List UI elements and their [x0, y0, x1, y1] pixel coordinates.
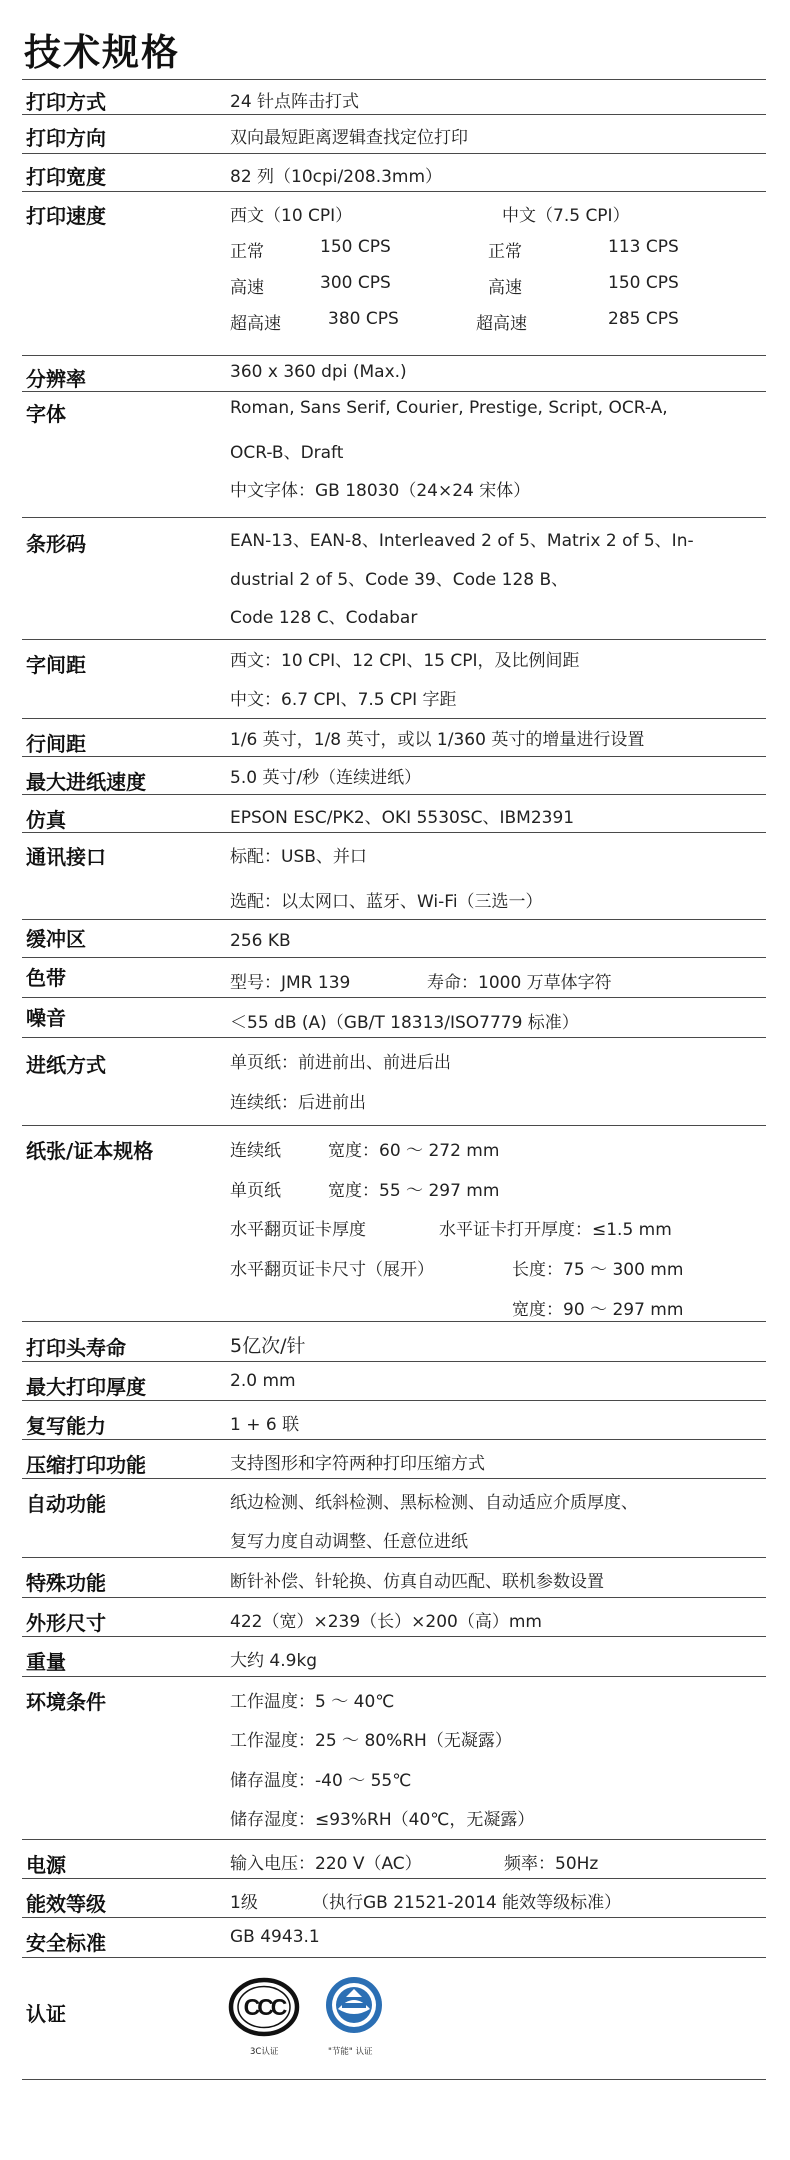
spec-label: 环境条件	[26, 1690, 106, 1714]
spec-value-line: 纸边检测、纸斜检测、黑标检测、自动适应介质厚度、	[230, 1493, 638, 1513]
spec-label: 认证	[26, 2002, 66, 2026]
spec-value-line: 连续纸：后进前出	[230, 1093, 366, 1113]
spec-row-dimensions	[22, 1598, 766, 1637]
spec-label: 字体	[26, 402, 66, 426]
speed-mode-chinese: 正常	[488, 242, 522, 262]
spec-label: 仿真	[26, 808, 66, 832]
spec-label: 自动功能	[26, 1492, 106, 1516]
spec-value-line: 中文：6.7 CPI、7.5 CPI 字距	[230, 690, 457, 710]
spec-value-line: 西文：10 CPI、12 CPI、15 CPI，及比例间距	[230, 651, 580, 671]
spec-row-weight	[22, 1637, 766, 1677]
page-title: 技术规格	[24, 31, 180, 74]
spec-row-resolution	[22, 356, 766, 392]
spec-row-print-speed	[22, 192, 766, 356]
spec-value: GB 4943.1	[230, 1927, 320, 1947]
spec-row-emulation	[22, 795, 766, 833]
spec-value-line: 复写力度自动调整、任意位进纸	[230, 1532, 468, 1552]
spec-label: 色带	[26, 966, 66, 990]
spec-row-print-width	[22, 154, 766, 192]
spec-value-line: EAN-13、EAN-8、Interleaved 2 of 5、Matrix 2 of 5、In-	[230, 531, 694, 551]
speed-value-chinese: 150 CPS	[608, 273, 679, 293]
spec-row-special	[22, 1558, 766, 1598]
continuous-paper-width: 宽度：60 ～ 272 mm	[328, 1141, 500, 1161]
spec-value: 大约 4.9kg	[230, 1651, 318, 1671]
spec-row-buffer	[22, 920, 766, 958]
spec-label: 缓冲区	[26, 927, 86, 951]
speed-mode-western: 高速	[230, 278, 264, 298]
spec-row-paper-spec	[22, 1126, 766, 1322]
spec-row-noise	[22, 998, 766, 1038]
passbook-open-thickness: 水平证卡打开厚度：≤1.5 mm	[439, 1220, 672, 1240]
spec-value-line: 工作湿度：25 ～ 80%RH（无凝露）	[230, 1731, 512, 1751]
spec-row-char-spacing	[22, 640, 766, 719]
energy-standard: （执行GB 21521-2014 能效等级标准）	[312, 1893, 622, 1913]
spec-row-fonts	[22, 392, 766, 518]
spec-label: 进纸方式	[26, 1053, 106, 1077]
spec-value-line: 单页纸：前进前出、前进后出	[230, 1053, 451, 1073]
power-frequency: 频率：50Hz	[504, 1854, 599, 1874]
spec-label: 打印方向	[26, 126, 106, 150]
speed-mode-chinese: 超高速	[476, 314, 527, 334]
spec-label: 能效等级	[26, 1892, 106, 1916]
spec-label: 最大打印厚度	[26, 1375, 146, 1399]
energy-saving-logo-icon	[324, 1973, 384, 2037]
energy-saving-caption: "节能" 认证	[328, 2047, 373, 2057]
spec-label: 电源	[26, 1853, 66, 1877]
speed-mode-western: 正常	[230, 242, 264, 262]
spec-row-ribbon	[22, 958, 766, 998]
ribbon-life: 寿命：1000 万草体字符	[427, 973, 612, 993]
single-paper-width: 宽度：55 ～ 297 mm	[328, 1181, 500, 1201]
spec-value-line: 标配：USB、并口	[230, 847, 367, 867]
spec-label: 通讯接口	[26, 845, 106, 869]
ribbon-model: 型号：JMR 139	[230, 973, 351, 993]
spec-row-line-spacing	[22, 719, 766, 757]
spec-label: 压缩打印功能	[26, 1453, 146, 1477]
spec-value: 断针补偿、针轮换、仿真自动匹配、联机参数设置	[230, 1572, 604, 1592]
spec-value-line: 储存温度：-40 ～ 55℃	[230, 1771, 412, 1791]
spec-value: 256 KB	[230, 931, 291, 951]
spec-label: 打印速度	[26, 204, 106, 228]
spec-value: EPSON ESC/PK2、OKI 5530SC、IBM2391	[230, 808, 575, 828]
spec-value-line: Roman, Sans Serif, Courier, Prestige, Script, OCR-A,	[230, 398, 668, 418]
spec-row-certification	[22, 1958, 766, 2080]
spec-label: 行间距	[26, 732, 86, 756]
spec-value: 1/6 英寸，1/8 英寸，或以 1/360 英寸的增量进行设置	[230, 730, 645, 750]
spec-label: 字间距	[26, 653, 86, 677]
speed-value-western: 300 CPS	[320, 273, 391, 293]
spec-row-head-life	[22, 1322, 766, 1362]
spec-label: 最大进纸速度	[26, 770, 146, 794]
western-speed-header: 西文（10 CPI）	[230, 206, 353, 226]
speed-mode-chinese: 高速	[488, 278, 522, 298]
spec-value: 82 列（10cpi/208.3mm）	[230, 167, 443, 187]
ccc-logo-icon	[228, 1977, 300, 2037]
spec-label: 打印方式	[26, 90, 106, 114]
chinese-speed-header: 中文（7.5 CPI）	[502, 206, 630, 226]
spec-label: 分辨率	[26, 367, 86, 391]
spec-value-line: 工作温度：5 ～ 40℃	[230, 1692, 395, 1712]
spec-value-line: OCR-B、Draft	[230, 443, 344, 463]
spec-label: 复写能力	[26, 1414, 106, 1438]
spec-row-auto	[22, 1479, 766, 1558]
speed-value-western: 150 CPS	[320, 237, 391, 257]
spec-row-print-method	[22, 79, 766, 115]
spec-label: 打印宽度	[26, 165, 106, 189]
speed-value-western: 380 CPS	[328, 309, 399, 329]
speed-value-chinese: 113 CPS	[608, 237, 679, 257]
spec-row-max-thickness	[22, 1362, 766, 1401]
single-paper-name: 单页纸	[230, 1181, 281, 1201]
spec-row-safety	[22, 1918, 766, 1958]
passbook-thickness: 水平翻页证卡厚度	[230, 1220, 366, 1240]
continuous-paper-name: 连续纸	[230, 1141, 281, 1161]
spec-value: 5.0 英寸/秒（连续进纸）	[230, 768, 422, 788]
energy-level: 1级	[230, 1893, 258, 1913]
speed-value-chinese: 285 CPS	[608, 309, 679, 329]
spec-value: 422（宽）×239（长）×200（高）mm	[230, 1612, 542, 1632]
ccc-mark: CCC	[243, 1994, 285, 2020]
speed-mode-western: 超高速	[230, 314, 281, 334]
spec-value-line: Code 128 C、Codabar	[230, 608, 418, 628]
spec-row-environment	[22, 1677, 766, 1840]
spec-row-print-direction	[22, 115, 766, 154]
ccc-caption: 3C认证	[250, 2047, 279, 2057]
power-voltage: 输入电压：220 V（AC）	[230, 1854, 422, 1874]
spec-label: 条形码	[26, 532, 86, 556]
spec-label: 安全标准	[26, 1931, 106, 1955]
spec-value-line: dustrial 2 of 5、Code 39、Code 128 B、	[230, 570, 569, 590]
spec-label: 特殊功能	[26, 1571, 106, 1595]
spec-row-power	[22, 1840, 766, 1879]
spec-row-interface	[22, 833, 766, 920]
spec-label: 纸张/证本规格	[26, 1139, 154, 1163]
passbook-size: 水平翻页证卡尺寸（展开）	[230, 1260, 434, 1280]
spec-value: 24 针点阵击打式	[230, 92, 360, 112]
spec-value: 1 + 6 联	[230, 1415, 300, 1435]
spec-value: 2.0 mm	[230, 1371, 296, 1391]
spec-value: 双向最短距离逻辑查找定位打印	[230, 128, 468, 148]
spec-label: 重量	[26, 1650, 66, 1674]
spec-value-line: 储存湿度：≤93%RH（40℃，无凝露）	[230, 1810, 535, 1830]
spec-value-line: 选配：以太网口、蓝牙、Wi-Fi（三选一）	[230, 892, 543, 912]
spec-row-feed-speed	[22, 757, 766, 795]
spec-row-energy	[22, 1879, 766, 1918]
spec-label: 噪音	[26, 1006, 66, 1030]
spec-row-barcode	[22, 518, 766, 640]
spec-row-compress	[22, 1440, 766, 1479]
spec-value: 5亿次/针	[230, 1335, 306, 1357]
spec-row-copy	[22, 1401, 766, 1440]
spec-label: 打印头寿命	[26, 1336, 126, 1360]
passbook-length: 长度：75 ～ 300 mm	[512, 1260, 684, 1280]
spec-value-line: 中文字体：GB 18030（24×24 宋体）	[230, 481, 531, 501]
spec-value: 360 x 360 dpi (Max.)	[230, 362, 407, 382]
spec-label: 外形尺寸	[26, 1611, 106, 1635]
spec-value: ＜55 dB (A)（GB/T 18313/ISO7779 标准）	[230, 1013, 579, 1033]
spec-value: 支持图形和字符两种打印压缩方式	[230, 1454, 485, 1474]
spec-row-paper-feed	[22, 1038, 766, 1126]
passbook-width: 宽度：90 ～ 297 mm	[512, 1300, 684, 1320]
